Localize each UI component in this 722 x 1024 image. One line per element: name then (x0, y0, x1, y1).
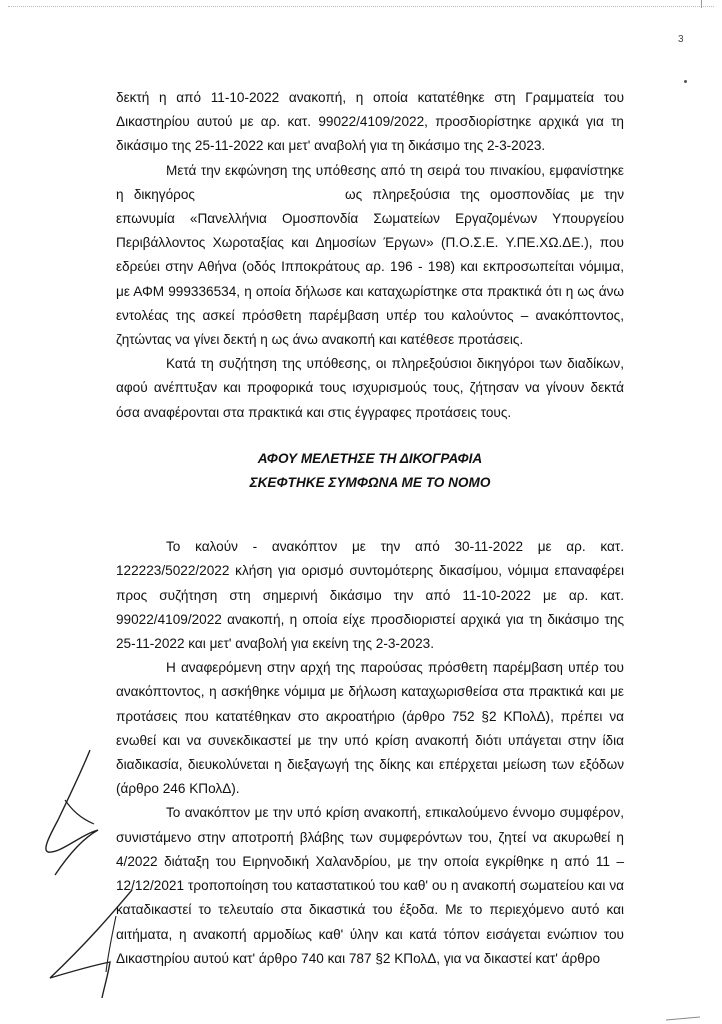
paragraph-intervention: Η αναφερόμενη στην αρχή της παρούσας πρόσθετη παρέμβαση υπέρ του ανακόπτοντος, η ασκήθηκε νόμιμα με δήλωση καταχωρισθείσα στα πρακτικά και με προτάσεις που κατατέθηκαν στο ακροατήριο (άρθρο 752 §2 ΚΠολΔ), πρέπει να ενωθεί και να συνεκδικαστεί με την υπό κρίση ανακοπή διότι υπάγεται στην ίδια διαδικασία, διευκολύνεται η διεξαγωγή της δίκης και επέρχεται μείωση των εξόδων (άρθρο 246 ΚΠολΔ). (116, 660, 624, 797)
paragraph-continuation: δεκτή η από 11-10-2022 ανακοπή, η οποία κατατέθηκε στη Γραμματεία του Δικαστηρίου αυτού με αρ. κατ. 99022/4109/2022, προσδιορίστηκε αρχικά για τη δικάσιμο της 25-11-2022 και μετ' αναβολή για τη δικάσιμο της 2-3-2023. (116, 90, 624, 154)
heading-line-2: ΣΚΕΦΤΗΚΕ ΣΥΜΦΩΝΑ ΜΕ ΤΟ ΝΟΜΟ (249, 475, 491, 491)
page-number: 3 (678, 34, 684, 45)
paragraph-appearance (116, 159, 624, 353)
scan-corner-mark (701, 0, 702, 8)
paragraph-summons: Το καλούν - ανακόπτον με την από 30-11-2022 με αρ. κατ. 122223/5022/2022 κλήση για ορισμό συντομότερης δικασίμου, νόμιμα επαναφέρει προς συζήτηση στη σημερινή δικάσιμο την από 11-10-2022 με αρ. κατ. 99022/4109/2022 ανακοπή, η οποία είχε προσδιοριστεί αρχικά για τη δικάσιμο της 25-11-2022 και μετ' αναβολή για εκείνη της 2-3-2023. (116, 539, 624, 652)
paragraph-appearance-end: ως πληρεξούσια της ομοσπονδίας με την επωνυμία «Πανελλήνια Ομοσπονδία Σωματείων Εργαζομένων Υπουργείου Περιβάλλοντος Χωροταξίας και Δημοσίων Έργων» (Π.Ο.Σ.Ε. Υ.ΠΕ.ΧΩ.ΔΕ.), που εδρεύει στην Αθήνα (οδός Ιπποκράτους αρ. 196 - 198) και εκπροσωπείται νόμιμα, με ΑΦΜ 999336534, η οποία δήλωσε και καταχωρίστηκε στα πρακτικά ότι η ως άνω εντολέας της ασκεί πρόσθετη παρέμβαση υπέρ του καλούντος – ανακόπτοντος, ζητώντας να γίνει δεκτή η ως άνω ανακοπή και κατέθεσε προτάσεις. (116, 186, 625, 348)
paragraph-opposition: Το ανακόπτον με την υπό κρίση ανακοπή, επικαλούμενο έννομο συμφέρον, συνιστάμενο στην αποτροπή βλάβης των συμφερόντων του, ζητεί να ακυρωθεί η 4/2022 διάταξη του Ειρηνοδική Χαλανδρίου, με την οποία εγκρίθηκε η από 11 – 12/12/2021 τροποποίηση του καταστατικού του καθ' ου η ανακοπή σωματείου και να καταδικαστεί το τελευταίο στα δικαστικά του έξοδα. Με το περιεχόμενο αυτό και αιτήματα, η ανακοπή αρμοδίως καθ' ύλην και κατά τόπον εισάγεται ενώπιον του Δικαστηρίου αυτού κατ' άρθρο 740 και 787 §2 ΚΠολΔ, για να δικαστεί κατ' άρθρο (116, 805, 624, 966)
scan-bottom-mark (664, 1014, 704, 1022)
page-top-border (8, 6, 714, 7)
scan-dot (684, 80, 687, 83)
handwritten-signature (20, 740, 140, 1000)
document-body (116, 86, 624, 971)
section-heading (116, 447, 624, 495)
paragraph-appearance-start: Μετά την εκφώνηση της υπόθεσης από τη σειρά του πινακίου, εμφανίστηκε η δικηγόρος (116, 162, 624, 202)
heading-line-1: ΑΦΟΥ ΜΕΛΕΤΗΣΕ ΤΗ ΔΙΚΟΓΡΑΦΙΑ (257, 450, 483, 466)
paragraph-hearing: Κατά τη συζήτηση της υπόθεσης, οι πληρεξούσιοι δικηγόροι των διαδίκων, αφού ανέπτυξαν και προφορικά τους ισχυρισμούς τους, ζήτησαν να γίνουν δεκτά όσα αναφέρονται στα πρακτικά και στις έγγραφες προτάσεις τους. (116, 356, 624, 420)
